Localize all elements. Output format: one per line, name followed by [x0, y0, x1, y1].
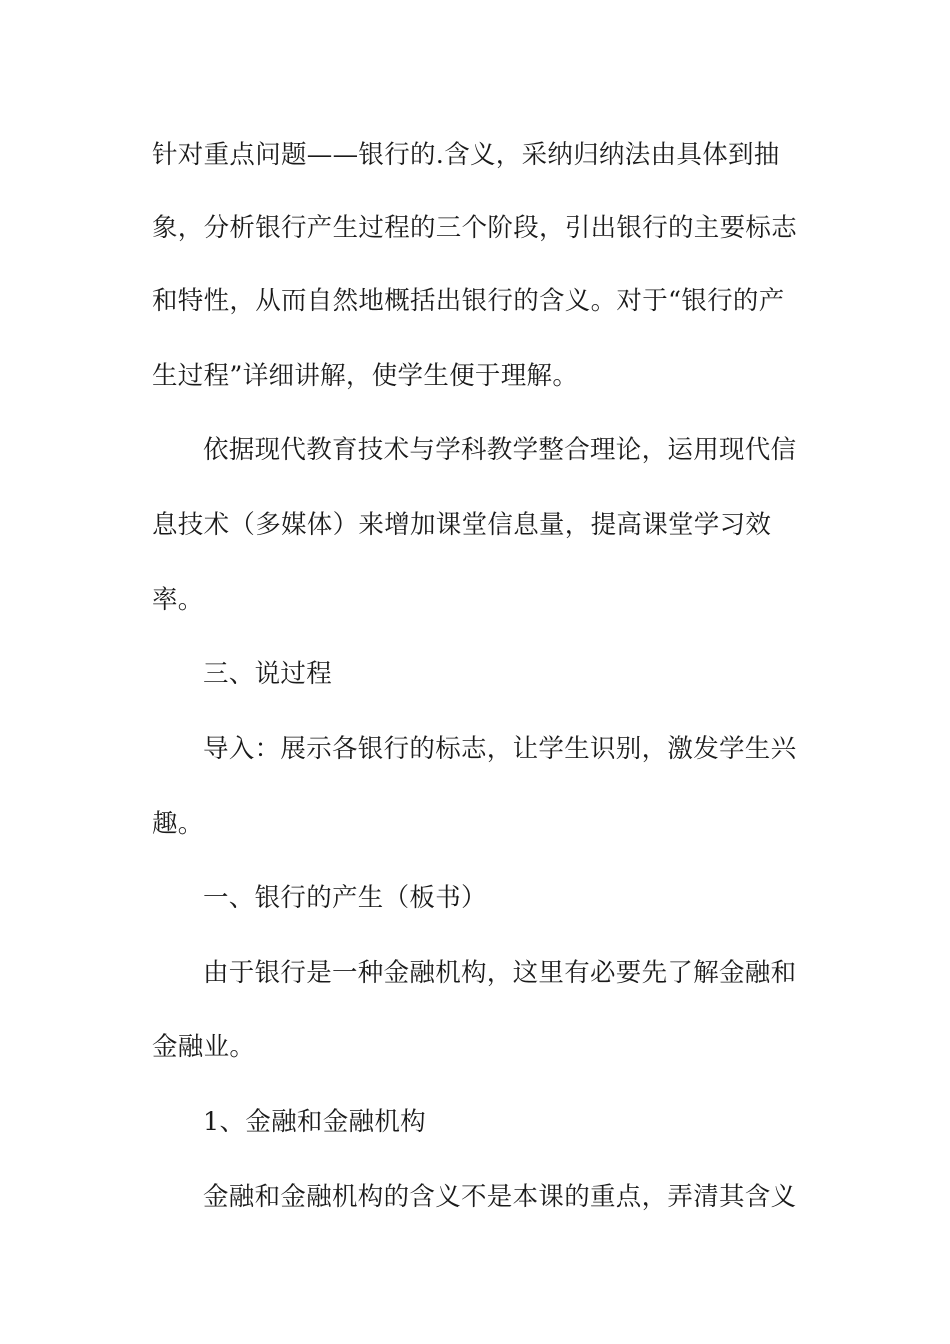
text-line: 金融和金融机构的含义不是本课的重点，弄清其含义 [203, 1182, 797, 1212]
text-line: 息技术（多媒体）来增加课堂信息量，提高课堂学习效 [152, 510, 772, 540]
text-line: 趣。 [152, 809, 204, 839]
text-line: 率。 [152, 585, 204, 615]
section-heading: 一、银行的产生（板书） [203, 883, 487, 913]
subsection-heading: 1、金融和金融机构 [203, 1107, 426, 1137]
text-line: 依据现代教育技术与学科教学整合理论，运用现代信 [203, 435, 797, 465]
text-line: 象，分析银行产生过程的三个阶段，引出银行的主要标志 [152, 213, 798, 243]
text-line: 由于银行是一种金融机构，这里有必要先了解金融和 [203, 958, 797, 988]
text-line: 和特性，从而自然地概括出银行的含义。对于“银行的产 [152, 286, 785, 316]
text-line: 生过程”详细讲解，使学生便于理解。 [152, 361, 579, 391]
text-line: 导入：展示各银行的标志，让学生识别，激发学生兴 [203, 734, 797, 764]
text-line: 针对重点问题——银行的.含义，采纳归纳法由具体到抽 [152, 140, 780, 170]
section-heading: 三、说过程 [203, 659, 333, 689]
text-line: 金融业。 [152, 1032, 256, 1062]
